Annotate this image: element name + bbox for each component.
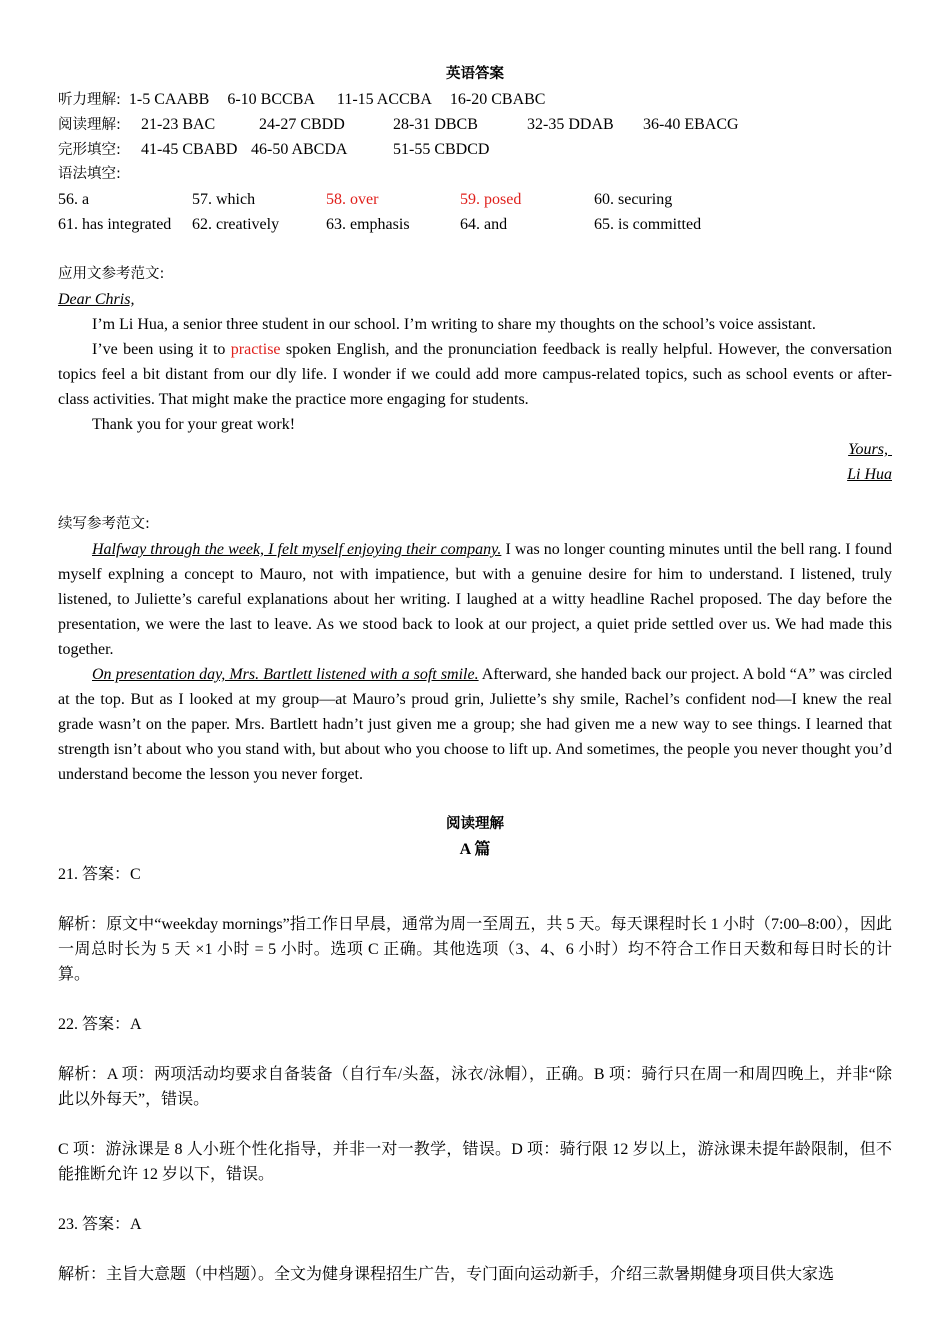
grammar-answer: 61. has integrated — [58, 216, 172, 233]
listening-group: 11-15 ACCBA — [336, 91, 432, 108]
letter-label: 应用文参考范文: — [58, 266, 165, 282]
grammar-answer: 57. which — [192, 191, 256, 208]
grammar-answer-highlight: 59. posed — [460, 191, 522, 208]
continuation-lead-sentence: Halfway through the week, I felt myself enjoying their company. — [92, 541, 502, 558]
grammar-answer: 62. creatively — [192, 216, 280, 233]
reading-group: 28-31 DBCB — [393, 116, 478, 133]
continuation-text: Afterward, she handed back our project. A bold “A” was circled at the top. But as I looked at my group—at Mauro’s proud grin, Juliette’s shy smile, Rachel’s confident nod—I knew the real grade wasn’t on the paper. Mrs. Bartlett hadn’t just given me a group; she had given me a new way to see things. I learned that strength isn’t about who you stand with, but about who you choose to lift up. And sometimes, the people you never thought you’d understand become the lesson you never forget. — [58, 666, 892, 783]
listening-answers — [58, 87, 892, 112]
cloze-group: 41-45 CBABD — [141, 141, 238, 158]
grammar-answer: 65. is committed — [594, 216, 702, 233]
question-explanation: C 项：游泳课是 8 人小班个性化指导，并非一对一教学，错误。D 项：骑行限 12 岁以上，游泳课未提年龄限制，但不能推断允许 12 岁以下，错误。 — [58, 1141, 892, 1183]
grammar-answer: 56. a — [58, 191, 90, 208]
letter-text: I’ve been using it to — [92, 341, 231, 358]
listening-group: 16-20 CBABC — [449, 91, 546, 108]
reading-group: 21-23 BAC — [141, 116, 216, 133]
answer-document — [58, 62, 892, 1287]
listening-group: 6-10 BCCBA — [227, 91, 315, 108]
reading-group: 36-40 EBACG — [643, 116, 739, 133]
listening-group: 1-5 CAABB — [128, 91, 210, 108]
reading-answers — [58, 112, 892, 137]
reading-group: 32-35 DDAB — [527, 116, 614, 133]
grammar-answer: 64. and — [460, 216, 508, 233]
question-explanation: 解析：主旨大意题（中档题）。全文为健身课程招生广告，专门面向运动新手，介绍三款暑期健身项目供大家选 — [58, 1266, 835, 1283]
question-answer: 23. 答案：A — [58, 1216, 142, 1233]
continuation-paragraph — [58, 537, 892, 662]
document-title: 英语答案 — [446, 66, 504, 82]
continuation-paragraph — [58, 662, 892, 787]
grammar-label: 语法填空: — [58, 166, 121, 182]
letter-signature: Li Hua — [847, 466, 892, 483]
cloze-group: 46-50 ABCDA — [251, 141, 348, 158]
question-answer: 21. 答案：C — [58, 866, 141, 883]
letter-text: spoken English, and the pronunciation feedback is really helpful. However, the conversation topics feel a bit distant from our dly life. I wonder if we could add more campus-related topics, such as school events or after-class activities. That might make the practice more engaging for students. — [58, 341, 892, 408]
letter-paragraph — [58, 337, 892, 412]
question-explanation: 解析：A 项：两项活动均要求自备装备（自行车/头盔，泳衣/泳帽），正确。B 项：骑行只在周一和周四晚上，并非“除此以外每天”，错误。 — [58, 1066, 892, 1108]
letter-paragraph: Thank you for your great work! — [92, 416, 296, 433]
grammar-answer-highlight: 58. over — [326, 191, 379, 208]
reading-label: 阅读理解: — [58, 117, 121, 133]
letter-closing: Yours, — [848, 441, 888, 458]
letter-paragraph: I’m Li Hua, a senior three student in our school. I’m writing to share my thoughts on the school’s voice assistant. — [92, 316, 816, 333]
grammar-answer: 60. securing — [594, 191, 673, 208]
cloze-answers — [58, 137, 892, 162]
question-answer: 22. 答案：A — [58, 1016, 142, 1033]
question-explanation: 解析：原文中“weekday mornings”指工作日早晨，通常为周一至周五，共 5 天。每天课程时长 1 小时（7:00–8:00），因此一周总时长为 5 天 ×1 小时 = 5 小时。选项 C 正确。其他选项（3、4、6 小时）均不符合工作日天数和每日时长的计算。 — [58, 916, 892, 983]
continuation-lead-sentence: On presentation day, Mrs. Bartlett listened with a soft smile. — [92, 666, 479, 683]
grammar-answer: 63. emphasis — [326, 216, 410, 233]
cloze-group: 51-55 CBDCD — [393, 141, 490, 158]
grammar-row — [58, 212, 892, 237]
reading-group: 24-27 CBDD — [259, 116, 345, 133]
section-heading: 阅读理解 — [446, 816, 504, 832]
listening-label: 听力理解: — [58, 92, 121, 108]
letter-salutation: Dear Chris, — [58, 291, 135, 308]
cloze-label: 完形填空: — [58, 142, 121, 158]
grammar-row — [58, 187, 892, 212]
letter-highlight-word: practise — [230, 341, 281, 358]
section-subheading: A 篇 — [459, 841, 491, 858]
continuation-label: 续写参考范文: — [58, 516, 150, 532]
continuation-text: I was no longer counting minutes until the bell rang. I found myself explning a concept to Mauro, not with impatience, but with a genuine desire for him to understand. I listened, truly listened, to Juliette’s careful explanations about her writing. I laughed at a witty headline Rachel proposed. The day before the presentation, we were the last to leave. As we stood back to look at our project, a quiet pride settled over us. We had made this together. — [58, 541, 892, 658]
